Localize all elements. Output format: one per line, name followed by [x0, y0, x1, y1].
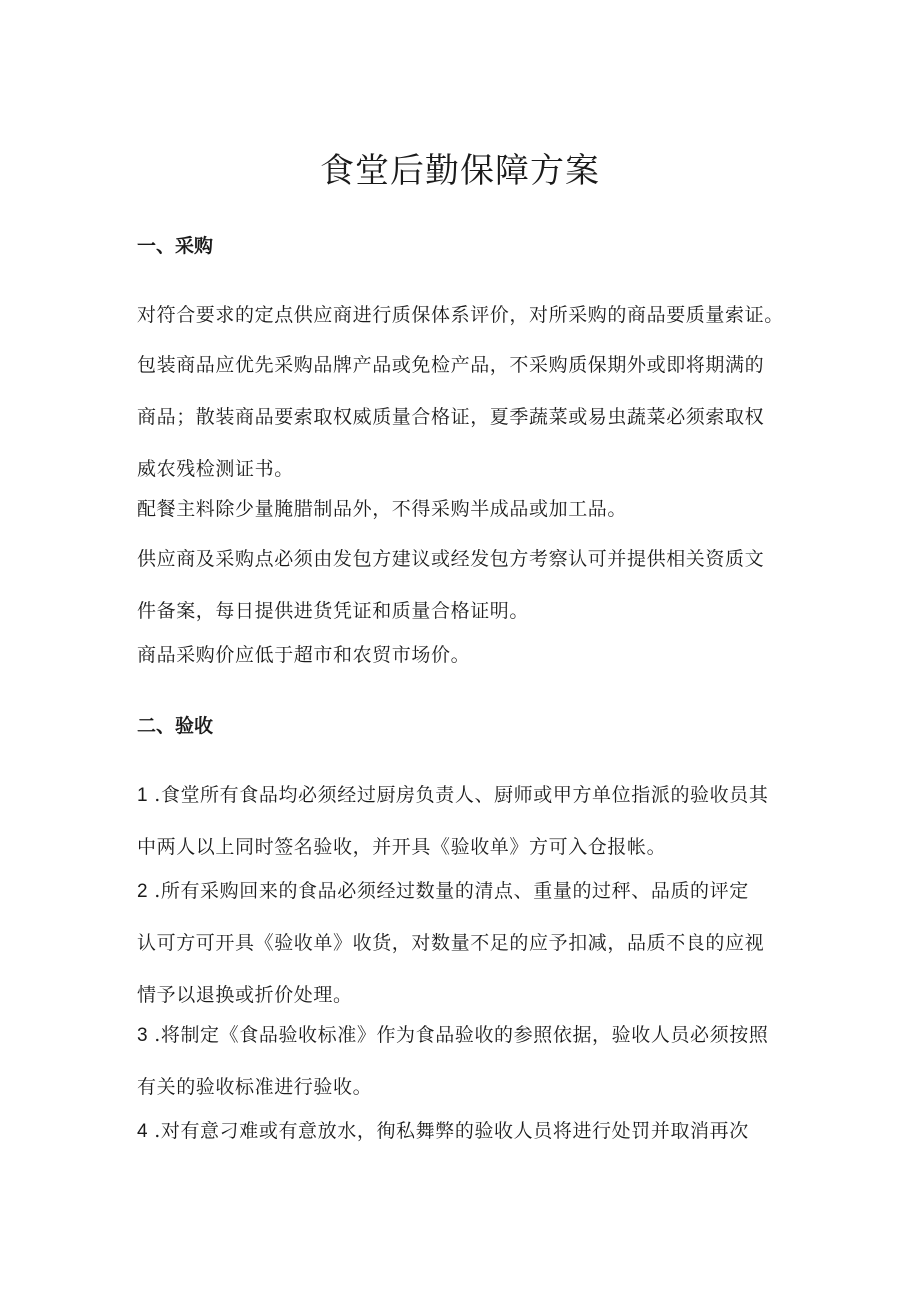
text-line: [137, 865, 797, 917]
section-heading-procurement: 一、采购: [137, 235, 214, 257]
paragraph: [137, 289, 797, 341]
item-number: 2: [137, 881, 148, 902]
text-line: [137, 1009, 797, 1061]
text-line: 认可方可开具《验收单》收货，对数量不足的应予扣减，品质不良的应视: [137, 932, 765, 954]
item-number: 1: [137, 785, 148, 806]
text-line: 情予以退换或折价处理。: [137, 984, 353, 1006]
text-line: 威农残检测证书。: [137, 458, 294, 480]
item-text: .对有意刁难或有意放水，徇私舞弊的验收人员将进行处罚并取消再次: [154, 1120, 749, 1142]
paragraph: [137, 339, 797, 495]
text-line: [137, 1105, 797, 1157]
text-line: 中两人以上同时签名验收，并开具《验收单》方可入仓报帐。: [137, 836, 667, 858]
item-number: 3: [137, 1025, 148, 1046]
paragraph: [137, 533, 797, 637]
text-line: [137, 769, 797, 821]
item-text: .所有采购回来的食品必须经过数量的清点、重量的过秤、品质的评定: [154, 880, 749, 902]
text-line: 有关的验收标准进行验收。: [137, 1076, 373, 1098]
paragraph: [137, 629, 797, 681]
text-line: 商品采购价应低于超市和农贸市场价。: [137, 644, 471, 666]
text-line: 包装商品应优先采购品牌产品或免检产品，不采购质保期外或即将期满的: [137, 354, 765, 376]
item-text: .食堂所有食品均必须经过厨房负责人、厨师或甲方单位指派的验收员其: [154, 784, 769, 806]
item-text: .将制定《食品验收标准》作为食品验收的参照依据，验收人员必须按照: [154, 1024, 769, 1046]
text-line: 对符合要求的定点供应商进行质保体系评价，对所采购的商品要质量索证。: [137, 304, 784, 326]
text-line: 供应商及采购点必须由发包方建议或经发包方考察认可并提供相关资质文: [137, 548, 765, 570]
numbered-item: [137, 1105, 797, 1157]
numbered-item: [137, 1009, 797, 1113]
numbered-item: [137, 865, 797, 1021]
section-heading-inspection: 二、验收: [137, 715, 214, 737]
paragraph: [137, 483, 797, 535]
document-title: 食堂后勤保障方案: [320, 151, 600, 191]
numbered-item: [137, 769, 797, 873]
item-number: 4: [137, 1121, 148, 1142]
text-line: 件备案，每日提供进货凭证和质量合格证明。: [137, 600, 530, 622]
text-line: 配餐主料除少量腌腊制品外，不得采购半成品或加工品。: [137, 498, 628, 520]
text-line: 商品；散装商品要索取权威质量合格证，夏季蔬菜或易虫蔬菜必须索取权: [137, 406, 765, 428]
